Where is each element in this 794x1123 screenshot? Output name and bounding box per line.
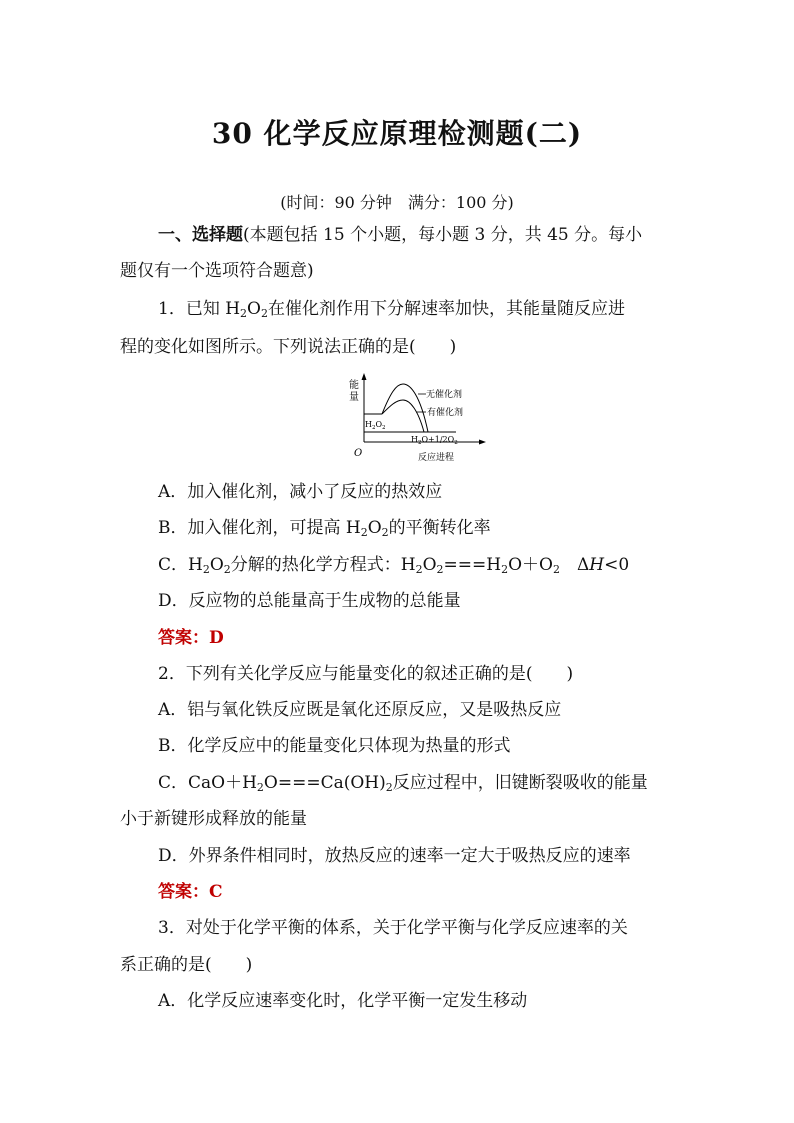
answer-label: 答案： <box>158 882 209 902</box>
x-axis-label: 反应进程 <box>418 453 455 463</box>
answer-value: D <box>209 628 224 648</box>
q2-option-c-line1: C．$CaO+H_2O===Ca(OH)_2$反应过程中，旧键断裂吸收的能量 <box>158 773 648 794</box>
q1-option-c: C．$H_2O_2$分解的热化学方程式：$H_2O_2===H_2O+O_2$ ΔH<0 <box>158 555 630 576</box>
answer-label: 答案： <box>158 628 209 648</box>
q1-stem-line2: 程的变化如图所示。下列说法正确的是( ) <box>120 337 457 357</box>
energy-diagram <box>338 372 488 467</box>
q1-answer <box>158 627 718 649</box>
q2-answer <box>158 881 718 903</box>
product-label: $H_2O+1/2O_2$ <box>411 435 458 446</box>
q1-stem-line1: 1．已知 $H_2O_2$在催化剂作用下分解速率加快，其能量随反应进 <box>158 299 625 320</box>
page-title: 30 化学反应原理检测题(二) <box>211 117 583 150</box>
section-desc-2: 题仅有一个选项符合题意) <box>120 261 314 281</box>
x-axis-arrow <box>479 440 486 445</box>
catalyzed-label: 有催化剂 <box>427 408 464 418</box>
section-heading <box>158 224 718 246</box>
q3-option-a: A．化学反应速率变化时，化学平衡一定发生移动 <box>158 991 528 1011</box>
catalyzed-curve <box>382 400 424 432</box>
section-desc-1: (本题包括 15 个小题，每小题 3 分，共 45 分。每小 <box>243 225 643 245</box>
q1-option-d: D．反应物的总能量高于生成物的总能量 <box>158 591 461 611</box>
q1-option-b: B．加入催化剂，可提高 $H_2O_2$的平衡转化率 <box>158 518 491 539</box>
q1-option-a: A．加入催化剂，减小了反应的热效应 <box>158 482 443 502</box>
y-axis-label-2: 量 <box>349 392 359 403</box>
origin-label: O <box>354 448 363 459</box>
q3-stem-line1: 3．对处于化学平衡的体系，关于化学平衡与化学反应速率的关 <box>158 918 628 938</box>
uncatalyzed-label: 无催化剂 <box>426 390 463 400</box>
y-axis-label-1: 能 <box>349 380 359 391</box>
q2-stem: 2．下列有关化学反应与能量变化的叙述正确的是( ) <box>158 664 574 684</box>
q3-stem-line2: 系正确的是( ) <box>120 955 253 975</box>
section-label: 一、选择题 <box>158 225 243 245</box>
exam-info: (时间：90 分钟 满分：100 分) <box>280 193 514 212</box>
answer-value: C <box>209 882 223 902</box>
y-axis-arrow <box>362 373 367 380</box>
q2-option-c-line2: 小于新键形成释放的能量 <box>120 809 307 829</box>
reactant-label: $H_2O_2$ <box>365 420 386 431</box>
q2-option-b: B．化学反应中的能量变化只体现为热量的形式 <box>158 736 511 756</box>
q2-option-d: D．外界条件相同时，放热反应的速率一定大于吸热反应的速率 <box>158 846 631 866</box>
q2-option-a: A．铝与氧化铁反应既是氧化还原反应，又是吸热反应 <box>158 700 562 720</box>
